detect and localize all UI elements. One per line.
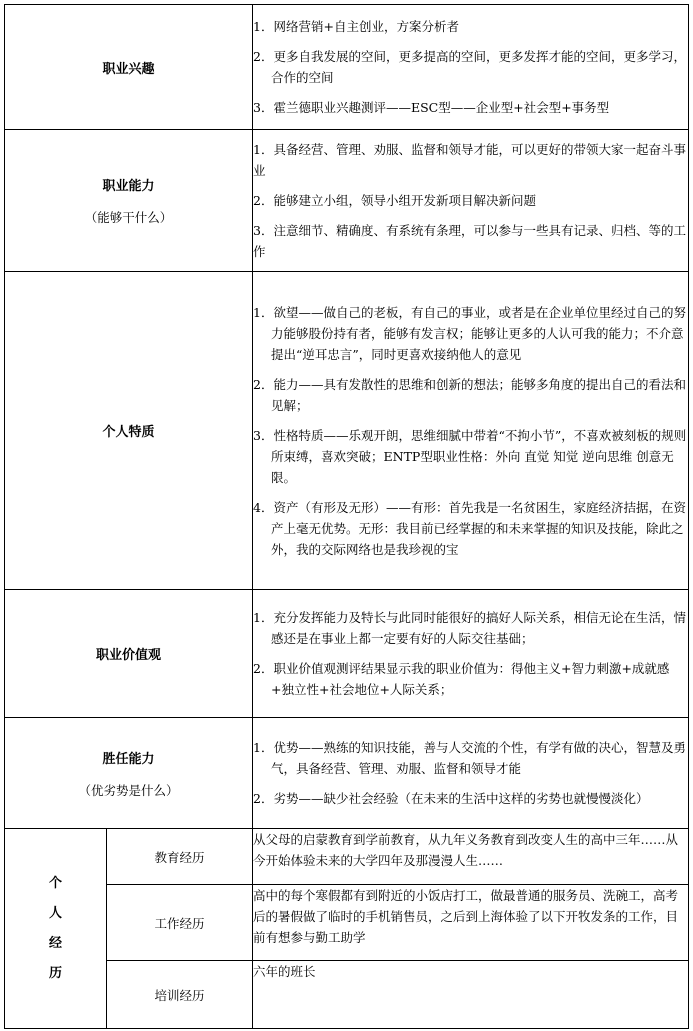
values-label: 职业价值观 [96, 648, 162, 663]
ability-label: 职业能力 [102, 179, 155, 194]
experience-label-char-4: 历 [48, 965, 62, 981]
ability-sublabel: （能够干什么） [84, 210, 173, 225]
ability-content [253, 130, 689, 272]
interest-item-3: 3．霍兰德职业兴趣测评——ESC型——企业型+社会型+事务型 [253, 100, 610, 115]
ability-item-1: 1．具备经营、管理、劝服、监督和领导才能，可以更好的带领大家一起奋斗事业 [253, 142, 686, 178]
values-label-cell [5, 590, 253, 718]
competence-content [253, 718, 689, 829]
education-text: 从父母的启蒙教育到学前教育，从九年义务教育到改变人生的高中三年……从今开始体验未来的大学四年及那漫漫人生…… [253, 829, 689, 885]
row-education [5, 829, 689, 885]
interest-item-2: 2．更多自我发展的空间，更多提高的空间，更多发挥才能的空间，更多学习，合作的空间 [253, 49, 686, 85]
row-values [5, 590, 689, 718]
career-profile-table [4, 4, 689, 1029]
competence-item-2: 2．劣势——缺少社会经验（在未来的生活中这样的劣势也就慢慢淡化） [253, 791, 649, 806]
competence-label: 胜任能力 [102, 751, 155, 767]
row-ability [5, 130, 689, 272]
experience-label-char-2: 人 [48, 905, 62, 921]
values-content [253, 590, 689, 718]
training-text: 六年的班长 [253, 961, 689, 1029]
ability-item-2: 2．能够建立小组，领导小组开发新项目解决新问题 [253, 193, 536, 208]
experience-label-cell [5, 829, 107, 1029]
work-text: 高中的每个寒假都有到附近的小饭店打工，做最普通的服务员、洗碗工，高考后的暑假做了临时的手机销售员，之后到上海体验了以下开牧发条的工作，目前有想参与勤工助学 [253, 885, 689, 961]
traits-label: 个人特质 [102, 425, 155, 440]
values-item-1: 1．充分发挥能力及特长与此同时能很好的搞好人际关系，相信无论在生活，情感还是在事业上都一定要有好的人际交往基础； [253, 610, 686, 646]
interest-label-cell [5, 5, 253, 130]
education-label: 教育经历 [107, 829, 253, 885]
row-traits [5, 272, 689, 590]
values-item-2: 2．职业价值观测评结果显示我的职业价值为：得他主义+智力刺激+成就感+独立性+社会地位+人际关系； [253, 661, 670, 697]
competence-label-cell [5, 718, 253, 829]
row-interest [5, 5, 689, 130]
experience-label-char-1: 个 [48, 875, 62, 891]
interest-item-1: 1．网络营销+自主创业，方案分析者 [253, 19, 459, 34]
row-work [5, 885, 689, 961]
work-label: 工作经历 [107, 885, 253, 961]
traits-item-1: 1．欲望——做自己的老板，有自己的事业，或者是在企业单位里经过自己的努力能够股份持有者，能够有发言权；能够让更多的人认可我的能力；不介意提出“逆耳忠言”，同时更喜欢接纳他人的意见 [253, 304, 686, 362]
training-label: 培训经历 [107, 961, 253, 1029]
row-competence [5, 718, 689, 829]
row-training [5, 961, 689, 1029]
interest-content [253, 5, 689, 130]
traits-item-3: 3．性格特质——乐观开朗，思维细腻中带着“不拘小节”，不喜欢被刻板的规则所束缚，喜欢突破；ENTP型职业性格：外向 直觉 知觉 逆向思维 创意无限。 [253, 427, 687, 485]
traits-content [253, 272, 689, 590]
traits-label-cell [5, 272, 253, 590]
traits-item-4: 4．资产（有形及无形）——有形：首先我是一名贫困生，家庭经济拮据，在资产上毫无优势。无形：我目前已经掌握的和未来掌握的知识及技能，除此之外，我的交际网络也是我珍视的宝 [253, 499, 686, 557]
traits-item-2: 2．能力——具有发散性的思维和创新的想法；能够多角度的提出自己的看法和见解； [253, 376, 686, 413]
interest-label: 职业兴趣 [102, 61, 155, 77]
experience-label-char-3: 经 [48, 935, 62, 951]
competence-item-1: 1．优势——熟练的知识技能，善与人交流的个性，有学有做的决心，智慧及勇气，具备经营、管理、劝服、监督和领导才能 [253, 740, 686, 776]
ability-item-3: 3．注意细节、精确度、有系统有条理，可以参与一些具有记录、归档、等的工作 [253, 223, 686, 259]
competence-sublabel: （优劣势是什么） [78, 782, 179, 798]
ability-label-cell [5, 130, 253, 272]
